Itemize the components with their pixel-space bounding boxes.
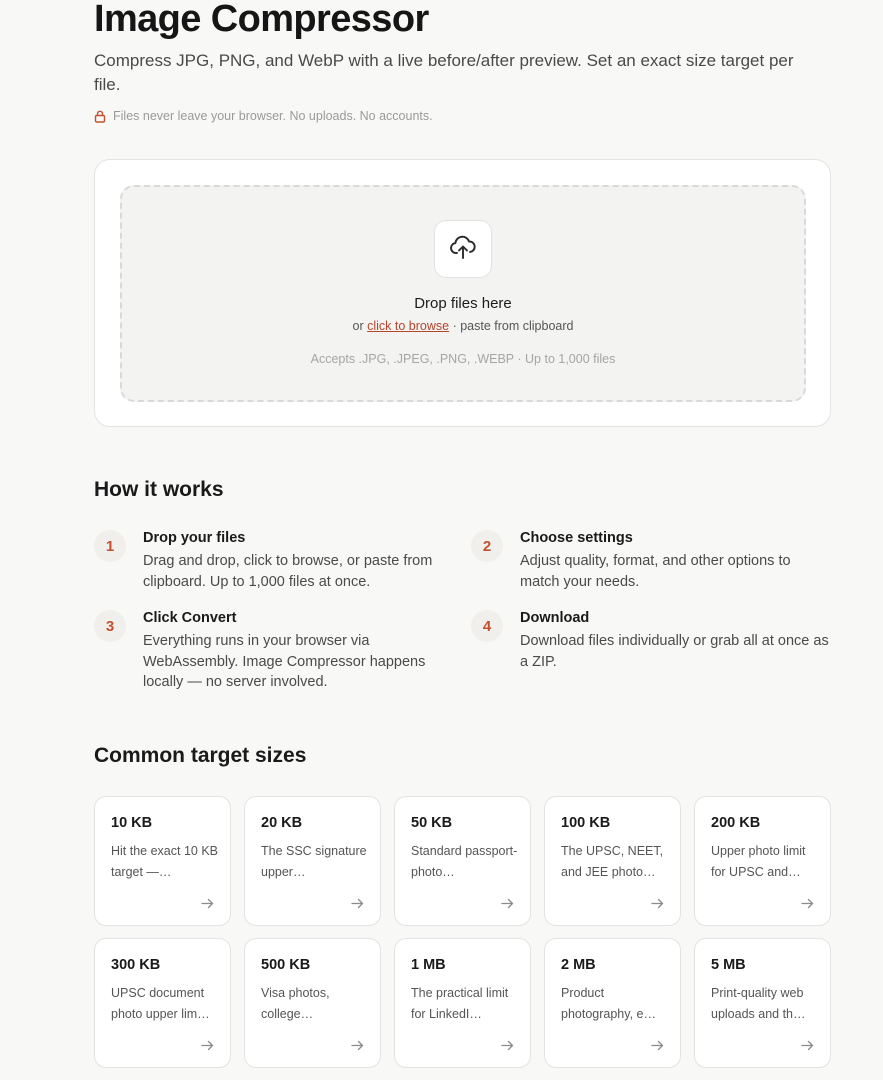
target-card-100kb[interactable] xyxy=(544,796,681,926)
target-size-label: 100 KB xyxy=(561,815,611,831)
target-card-10kb[interactable] xyxy=(94,796,231,926)
step-number: 4 xyxy=(471,610,503,642)
target-size-label: 10 KB xyxy=(111,815,153,831)
step-title: Choose settings xyxy=(520,530,633,546)
target-size-description: Print-quality web uploads and th… xyxy=(711,986,806,1021)
drop-title: Drop files here xyxy=(414,295,512,312)
step-number: 3 xyxy=(94,610,126,642)
step-title: Click Convert xyxy=(143,610,237,626)
target-card-2mb[interactable] xyxy=(544,938,681,1068)
target-size-description: Standard passport-photo… xyxy=(411,844,518,879)
arrow-right-icon xyxy=(651,1038,664,1056)
target-card-5mb[interactable] xyxy=(694,938,831,1068)
target-size-description: Upper photo limit for UPSC and… xyxy=(711,844,806,879)
target-card-20kb[interactable] xyxy=(244,796,381,926)
target-card-300kb[interactable] xyxy=(94,938,231,1068)
step-title: Drop your files xyxy=(143,530,246,546)
page-title: Image Compressor xyxy=(94,0,429,40)
arrow-right-icon xyxy=(501,1038,514,1056)
browse-link[interactable]: click to browse xyxy=(367,319,450,333)
target-size-description: The SSC signature upper… xyxy=(261,844,367,879)
target-size-description: Visa photos, college… xyxy=(261,986,330,1021)
arrow-right-icon xyxy=(801,1038,814,1056)
target-size-description: Hit the exact 10 KB target —… xyxy=(111,844,219,879)
drop-prefix: or xyxy=(352,319,364,333)
arrow-right-icon xyxy=(651,896,664,914)
target-size-description: The UPSC, NEET, and JEE photo… xyxy=(561,844,664,879)
drop-suffix: · paste from clipboard xyxy=(452,319,574,333)
accepted-formats: Accepts .JPG, .JPEG, .PNG, .WEBP · Up to 1,000 files xyxy=(310,352,616,366)
arrow-right-icon xyxy=(201,896,214,914)
step-description: Download files individually or grab all at once as a ZIP. xyxy=(520,633,829,670)
step-description: Adjust quality, format, and other options to match your needs. xyxy=(520,553,791,590)
target-size-label: 50 KB xyxy=(411,815,453,831)
arrow-right-icon xyxy=(351,1038,364,1056)
privacy-note xyxy=(94,109,433,123)
target-size-description: Product photography, e… xyxy=(561,986,656,1021)
target-sizes-title: Common target sizes xyxy=(94,744,307,767)
target-card-1mb[interactable] xyxy=(394,938,531,1068)
drop-subtext xyxy=(122,319,804,333)
step-number: 1 xyxy=(94,530,126,562)
target-size-label: 1 MB xyxy=(411,957,446,973)
lock-icon xyxy=(94,110,106,123)
step-number: 2 xyxy=(471,530,503,562)
target-size-label: 500 KB xyxy=(261,957,311,973)
privacy-text: Files never leave your browser. No uploads. No accounts. xyxy=(113,109,433,123)
upload-icon-box[interactable] xyxy=(434,220,492,278)
target-size-description: The practical limit for LinkedI… xyxy=(411,986,509,1021)
page-subtitle: Compress JPG, PNG, and WebP with a live before/after preview. Set an exact size target per file. xyxy=(94,51,794,94)
target-size-label: 2 MB xyxy=(561,957,596,973)
arrow-right-icon xyxy=(501,896,514,914)
target-size-description: UPSC document photo upper lim… xyxy=(111,986,210,1021)
arrow-right-icon xyxy=(351,896,364,914)
step-description: Everything runs in your browser via WebAssembly. Image Compressor happens locally — no server involved. xyxy=(143,633,426,690)
target-size-label: 20 KB xyxy=(261,815,303,831)
target-size-label: 200 KB xyxy=(711,815,761,831)
how-it-works-title: How it works xyxy=(94,478,224,501)
upload-card xyxy=(94,159,831,427)
target-size-label: 300 KB xyxy=(111,957,161,973)
target-size-label: 5 MB xyxy=(711,957,746,973)
cloud-upload-icon xyxy=(449,234,477,265)
arrow-right-icon xyxy=(801,896,814,914)
dropzone[interactable] xyxy=(120,185,806,402)
arrow-right-icon xyxy=(201,1038,214,1056)
step-title: Download xyxy=(520,610,590,626)
target-card-500kb[interactable] xyxy=(244,938,381,1068)
target-card-200kb[interactable] xyxy=(694,796,831,926)
step-description: Drag and drop, click to browse, or paste from clipboard. Up to 1,000 files at once. xyxy=(143,553,433,590)
target-card-50kb[interactable] xyxy=(394,796,531,926)
